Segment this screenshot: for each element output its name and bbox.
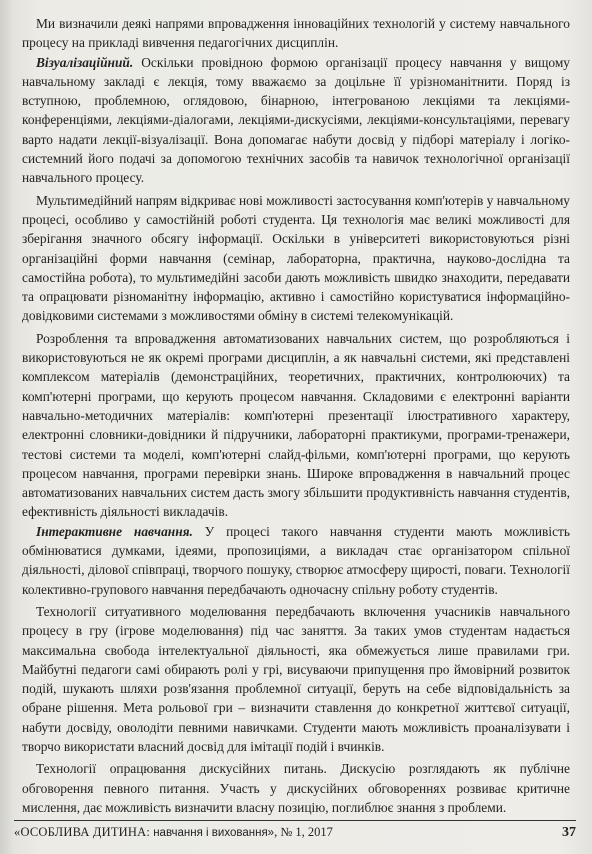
paragraph-visualization: Візуалізаційний. Оскільки провідною формою організації процесу навчання у вищому навчальному закладі є лекція, тому вважаємо за доцільне її урізноманітнити. Поряд із вступною, проблемною, оглядовою, бінарною, інтегрованою лекціями та лекціями-конференціями, лекціями-діалогами, лекціями-дискусіями, лекціями-консультаціями, перевагу варто надати лекції-візуалізації. Вона допомагає набути досвід у підборі матеріалу і логіко-системний його подачі за допомогою технічних засобів та навичок технологічної організації навчального процесу.	[22, 54, 570, 186]
page-number: 37	[562, 825, 576, 840]
body-text	[22, 14, 570, 817]
paragraph-automated-systems: Розроблення та впровадження автоматизованих навчальних систем, що розробляються і використовуються не як окремі програми дисциплін, а як навчальні системи, які представлені комплексом матеріалів (демонстраційних, теоретичних, практичних, контролюючих) та комп'ютерні програми, що керують процесом навчання. Складовими є електронні варіанти навчально-методичних матеріалів: комп'ютерні презентації ілюстративного характеру, електронні словники-довідники й підручники, лабораторні практикуми, програми-тренажери, тестові системи та моделі, комп'ютерні слайд-фільми, комп'ютерні програми, що керують процесом навчання, програми перевірки знань. Широке впровадження в навчальний процес автоматизованих навчальних систем дасть змогу збільшити продуктивність навчання студентів, ефективність діяльності викладачів.	[22, 330, 570, 520]
paragraph-multimedia: Мультимедійний напрям відкриває нові можливості застосування комп'ютерів у навчальному процесі, особливо у самостійній роботі студента. Ця технологія має великі можливості для зберігання значного обсягу інформації. Оскільки в університеті використовуються різні організаційні форми навчання (семінар, лабораторна, практична, науково-дослідна та самостійна робота), то мультимедійні засоби дають можливість швидко знаходити, передавати та опрацювати різноманітну інформацію, активно і самостійно користуватися інформаційно-довідковими системами з можливостями обміну в системі телекомунікацій.	[22, 192, 570, 324]
paragraph-discussion: Технології опрацювання дискусійних питань. Дискусію розглядають як публічне обговорення певного питання. Участь у дискусійних обговореннях розвиває критичне мислення, дає можливість визначити власну позицію, поглиблює знання з проблеми.	[22, 761, 570, 815]
paragraph-lead: Інтерактивне навчання.	[36, 523, 193, 539]
paragraph-lead: Візуалізаційний.	[36, 54, 134, 70]
paragraph-interactive: Інтерактивне навчання. У процесі такого навчання студенти мають можливість обмінюватися думками, ідеями, пропозиціями, а викладач стає організатором спільної діяльності, ділової співпраці, творчого пошуку, створює атмосферу щирості, поваги. Технології колективно-групового навчання передбачають одночасну спільну роботу студентів.	[22, 523, 571, 597]
page-footer	[14, 820, 576, 841]
paragraph-situational-modeling: Технології ситуативного моделювання передбачають включення учасників навчального процесу в гру (ігрове моделювання) під час заняття. За таких умов студентам надається максимальна свобода інтелектуальної діяльності, яка обмежується лише правилами гри. Майбутні педагоги самі обирають ролі у грі, висуваючи припущення про ймовірний розвиток подій, шукають шляхи розв'язання проблемної ситуації, беруть на себе відповідальність за обране рішення. Мета рольової гри – визначити ставлення до конкретної життєвої ситуації, набути досвіду, оволодіти певними навичками. Студенти мають можливість проаналізувати і творчо використати власний досвід для імітації подій і вчинків.	[22, 603, 570, 754]
journal-citation: «ОСОБЛИВА ДИТИНА: навчання і виховання», № 1, 2017	[14, 825, 333, 839]
paragraph-intro: Ми визначили деякі напрями впровадження інноваційних технологій у систему навчального процесу на прикладі вивчення педагогічних дисциплін.	[22, 16, 570, 51]
